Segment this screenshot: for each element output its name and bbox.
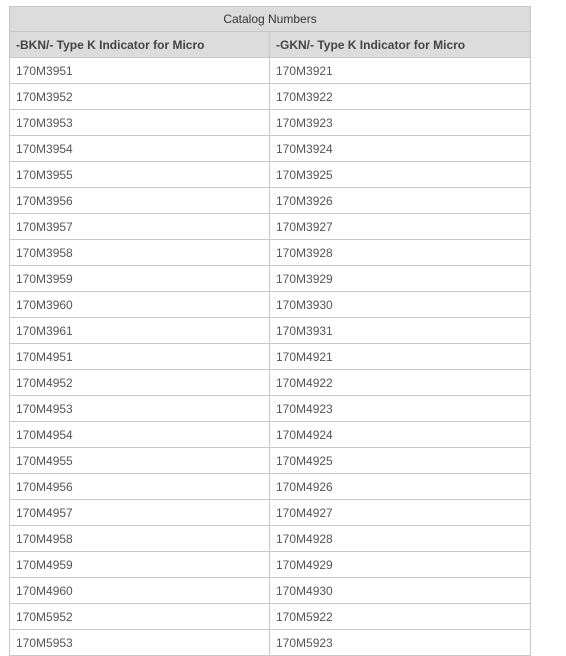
bkn-catalog-number-cell: 170M3952 (10, 84, 270, 110)
bkn-catalog-number-cell: 170M3956 (10, 188, 270, 214)
gkn-catalog-number-cell: 170M3923 (270, 110, 531, 136)
bkn-catalog-number-cell: 170M3955 (10, 162, 270, 188)
gkn-catalog-number-cell: 170M3922 (270, 84, 531, 110)
bkn-catalog-number-cell: 170M3954 (10, 136, 270, 162)
bkn-catalog-number-cell: 170M5953 (10, 630, 270, 656)
table-row (10, 500, 531, 526)
gkn-catalog-number-cell: 170M4927 (270, 500, 531, 526)
table-row (10, 344, 531, 370)
bkn-catalog-number-cell: 170M4951 (10, 344, 270, 370)
gkn-catalog-number-cell: 170M4924 (270, 422, 531, 448)
column-header-gkn: -GKN/- Type K Indicator for Micro (270, 32, 531, 58)
table-row (10, 110, 531, 136)
bkn-catalog-number-cell: 170M4952 (10, 370, 270, 396)
bkn-catalog-number-cell: 170M4956 (10, 474, 270, 500)
gkn-catalog-number-cell: 170M4925 (270, 448, 531, 474)
catalog-table-container (9, 6, 530, 656)
table-row (10, 162, 531, 188)
gkn-catalog-number-cell: 170M5922 (270, 604, 531, 630)
gkn-catalog-number-cell: 170M4921 (270, 344, 531, 370)
table-body (10, 58, 531, 656)
table-row (10, 396, 531, 422)
table-row (10, 58, 531, 84)
bkn-catalog-number-cell: 170M3961 (10, 318, 270, 344)
bkn-catalog-number-cell: 170M3960 (10, 292, 270, 318)
table-row (10, 474, 531, 500)
bkn-catalog-number-cell: 170M4953 (10, 396, 270, 422)
bkn-catalog-number-cell: 170M4957 (10, 500, 270, 526)
gkn-catalog-number-cell: 170M3931 (270, 318, 531, 344)
gkn-catalog-number-cell: 170M3929 (270, 266, 531, 292)
gkn-catalog-number-cell: 170M3921 (270, 58, 531, 84)
gkn-catalog-number-cell: 170M3925 (270, 162, 531, 188)
gkn-catalog-number-cell: 170M3924 (270, 136, 531, 162)
table-row (10, 578, 531, 604)
table-row (10, 526, 531, 552)
gkn-catalog-number-cell: 170M4928 (270, 526, 531, 552)
gkn-catalog-number-cell: 170M3927 (270, 214, 531, 240)
table-row (10, 552, 531, 578)
bkn-catalog-number-cell: 170M3959 (10, 266, 270, 292)
gkn-catalog-number-cell: 170M4923 (270, 396, 531, 422)
table-row (10, 188, 531, 214)
bkn-catalog-number-cell: 170M3951 (10, 58, 270, 84)
table-row (10, 266, 531, 292)
table-row (10, 292, 531, 318)
table-row (10, 84, 531, 110)
column-header-bkn: -BKN/- Type K Indicator for Micro (10, 32, 270, 58)
gkn-catalog-number-cell: 170M4929 (270, 552, 531, 578)
gkn-catalog-number-cell: 170M3926 (270, 188, 531, 214)
gkn-catalog-number-cell: 170M3930 (270, 292, 531, 318)
bkn-catalog-number-cell: 170M5952 (10, 604, 270, 630)
bkn-catalog-number-cell: 170M3957 (10, 214, 270, 240)
gkn-catalog-number-cell: 170M3928 (270, 240, 531, 266)
catalog-numbers-table (9, 6, 531, 656)
table-title-row (10, 7, 531, 32)
table-row (10, 240, 531, 266)
table-title: Catalog Numbers (10, 7, 531, 32)
gkn-catalog-number-cell: 170M4930 (270, 578, 531, 604)
table-header-row (10, 32, 531, 58)
bkn-catalog-number-cell: 170M4954 (10, 422, 270, 448)
bkn-catalog-number-cell: 170M4958 (10, 526, 270, 552)
table-row (10, 318, 531, 344)
gkn-catalog-number-cell: 170M4926 (270, 474, 531, 500)
table-row (10, 136, 531, 162)
table-row (10, 630, 531, 656)
bkn-catalog-number-cell: 170M4960 (10, 578, 270, 604)
bkn-catalog-number-cell: 170M4955 (10, 448, 270, 474)
table-row (10, 604, 531, 630)
bkn-catalog-number-cell: 170M3958 (10, 240, 270, 266)
table-row (10, 422, 531, 448)
gkn-catalog-number-cell: 170M5923 (270, 630, 531, 656)
bkn-catalog-number-cell: 170M3953 (10, 110, 270, 136)
bkn-catalog-number-cell: 170M4959 (10, 552, 270, 578)
table-row (10, 370, 531, 396)
table-row (10, 214, 531, 240)
gkn-catalog-number-cell: 170M4922 (270, 370, 531, 396)
table-row (10, 448, 531, 474)
